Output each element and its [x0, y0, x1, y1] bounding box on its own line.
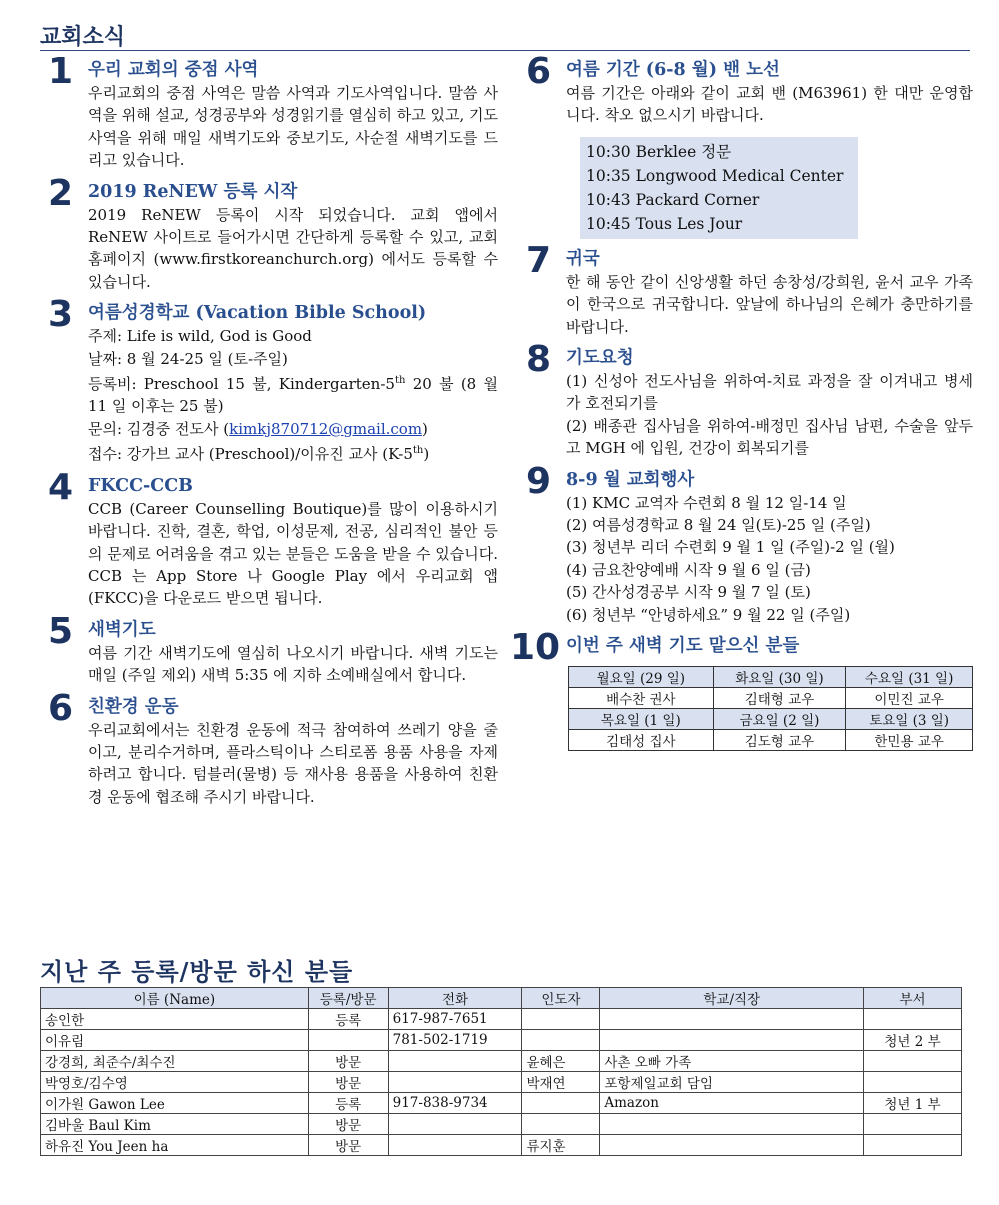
table-cell	[600, 1030, 864, 1051]
vbs-contact	[88, 418, 498, 440]
table-row	[41, 1114, 962, 1135]
visitors-table	[40, 987, 962, 1156]
table-row	[41, 1135, 962, 1156]
van-route-box	[580, 137, 858, 239]
section-vbs	[40, 294, 498, 465]
section-body: 2019 ReNEW 등록이 시작 되었습니다. 교회 앱에서 ReNEW 사이트로 들어가시면 간단하게 등록할 수 있고, 교회 홈페이지 (www.firstkoreanchurch.org) 에서도 등록할 수 있습니다.	[88, 205, 498, 291]
table-cell: 송인한	[41, 1009, 309, 1030]
table-cell	[388, 1051, 522, 1072]
table-cell	[864, 1135, 962, 1156]
section-renew	[40, 172, 498, 294]
table-row	[569, 688, 973, 709]
table-cell: 617-987-7651	[388, 1009, 522, 1030]
section-number: 1	[48, 51, 74, 92]
vbs-theme: 주제: Life is wild, God is Good	[88, 327, 312, 346]
event-item: (4) 금요찬양예배 시작 9 월 6 일 (금)	[566, 560, 811, 579]
route-stop: 10:43 Packard Corner	[586, 190, 760, 209]
section-body: 한 해 동안 같이 신앙생활 하던 송창성/강희원, 윤서 교우 가족이 한국으로 귀국합니다. 앞날에 하나님의 은혜가 충만하기를 바랍니다.	[566, 272, 973, 336]
table-cell: 방문	[308, 1135, 388, 1156]
table-cell	[864, 1051, 962, 1072]
section-title: FKCC-CCB	[88, 475, 193, 496]
page-title: 교회소식	[40, 25, 126, 50]
table-row	[41, 1030, 962, 1051]
column-header: 학교/직장	[600, 988, 864, 1009]
table-row	[569, 709, 973, 730]
section-title: 새벽기도	[88, 619, 156, 640]
section-ccb	[40, 466, 498, 610]
table-cell: 하유진 You Jeen ha	[41, 1135, 309, 1156]
table-cell: 김태형 교우	[713, 688, 846, 709]
table-cell: 류지훈	[522, 1135, 600, 1156]
table-cell: 등록	[308, 1093, 388, 1114]
vbs-fee	[88, 370, 498, 418]
table-cell: 방문	[308, 1114, 388, 1135]
vbs-fee-rest: 20 불 (8 월 11 일 이후는 25 불)	[88, 375, 498, 416]
table-cell: 목요일 (1 일)	[569, 709, 714, 730]
section-eco	[40, 687, 498, 809]
table-cell: 781-502-1719	[388, 1030, 522, 1051]
section-title: 우리 교회의 중점 사역	[88, 60, 259, 80]
column-header: 인도자	[522, 988, 600, 1009]
table-cell: 박재연	[522, 1072, 600, 1093]
section-events	[518, 460, 973, 626]
table-cell: 금요일 (2 일)	[713, 709, 846, 730]
section-title: 이번 주 새벽 기도 맡으신 분들	[566, 636, 800, 657]
table-cell	[600, 1135, 864, 1156]
table-cell	[600, 1114, 864, 1135]
section-prayer-request	[518, 339, 973, 460]
prayer-item: (1) 신성아 전도사님을 위하여-치료 과정을 잘 이겨내고 병세가 호전되기를	[566, 372, 973, 413]
vbs-reception-text: 접수: 강가브 교사 (Preschool)/이유진 교사 (K-5	[88, 445, 413, 464]
section-number: 10	[510, 627, 561, 669]
event-item: (6) 청년부 “안녕하세요” 9 월 22 일 (주일)	[566, 605, 851, 624]
table-cell: 등록	[308, 1009, 388, 1030]
vbs-fee-text: 등록비: Preschool 15 불, Kindergarten-5	[88, 375, 395, 394]
event-item: (2) 여름성경학교 8 월 24 일(토)-25 일 (주일)	[566, 516, 871, 535]
vbs-reception-end: )	[423, 445, 430, 464]
section-title: 8-9 월 교회행사	[566, 469, 695, 490]
vbs-fee-sup: th	[394, 375, 406, 387]
table-cell: 김도형 교우	[713, 730, 846, 751]
section-number: 7	[526, 239, 552, 281]
section-title: 여름 기간 (6-8 월) 밴 노선	[566, 60, 780, 80]
table-cell: 배수찬 권사	[569, 688, 714, 709]
section-number: 9	[526, 460, 552, 502]
table-cell: 포항제일교회 담임	[600, 1072, 864, 1093]
visitors-title: 지난 주 등록/방문 하신 분들	[40, 957, 354, 986]
section-body: CCB (Career Counselling Boutique)를 많이 이용하시기 바랍니다. 진학, 결혼, 학업, 이성문제, 전공, 심리적인 불안 등의 문제로 어려움을 겪고 있는 분들은 도움을 받을 수 있습니다. CCB 는 App Store 나 Google Play 에서 우리교회 앱 (FKCC)을 다운로드 받으면 됩니다.	[88, 499, 498, 608]
table-cell: 청년 1 부	[864, 1093, 962, 1114]
table-cell	[522, 1030, 600, 1051]
table-cell: 토요일 (3 일)	[846, 709, 973, 730]
event-item: (1) KMC 교역자 수련회 8 월 12 일-14 일	[566, 493, 847, 512]
prayer-item: (2) 배종관 집사님을 위하여-배정민 집사님 남편, 수술을 앞두고 MGH 에 입원, 건강이 회복되기를	[566, 416, 973, 458]
table-cell: 사촌 오빠 가족	[600, 1051, 864, 1072]
table-cell	[388, 1072, 522, 1093]
vbs-reception	[88, 440, 498, 465]
table-cell: 월요일 (29 일)	[569, 667, 714, 688]
table-cell: 917-838-9734	[388, 1093, 522, 1114]
section-return-home	[518, 239, 973, 338]
table-cell: 윤혜은	[522, 1051, 600, 1072]
route-stop: 10:35 Longwood Medical Center	[586, 166, 844, 185]
table-cell: 수요일 (31 일)	[846, 667, 973, 688]
table-row	[41, 1009, 962, 1030]
section-ministry	[40, 51, 498, 172]
section-title: 기도요청	[566, 348, 634, 369]
section-number: 3	[48, 294, 74, 336]
table-cell	[522, 1009, 600, 1030]
section-number: 8	[526, 339, 552, 381]
vbs-reception-sup: th	[412, 445, 424, 457]
vbs-contact-end: )	[422, 419, 428, 438]
section-title: 귀국	[566, 248, 600, 269]
route-stop: 10:30 Berklee 정문	[586, 142, 732, 161]
section-number: 6	[48, 687, 74, 729]
table-cell	[864, 1072, 962, 1093]
table-row	[41, 1072, 962, 1093]
section-title: 친환경 운동	[88, 696, 179, 717]
column-header: 부서	[864, 988, 962, 1009]
section-dawn-leaders	[510, 627, 973, 751]
table-cell	[308, 1030, 388, 1051]
section-body: 여름 기간 새벽기도에 열심히 나오시기 바랍니다. 새벽 기도는 매일 (주일 제외) 새벽 5:35 에 지하 소예배실에서 합니다.	[88, 643, 498, 685]
table-cell: 강경희, 최준수/최수진	[41, 1051, 309, 1072]
section-title: 여름성경학교 (Vacation Bible School)	[88, 303, 427, 324]
table-row	[569, 667, 973, 688]
section-number: 2	[48, 172, 74, 214]
table-cell: 김바울 Baul Kim	[41, 1114, 309, 1135]
news-header	[40, 18, 970, 51]
dawn-leaders-table	[568, 666, 973, 751]
table-cell	[522, 1114, 600, 1135]
event-item: (5) 간사성경공부 시작 9 월 7 일 (토)	[566, 583, 811, 602]
contact-email-link[interactable]: kimkj870712@gmail.com	[229, 419, 423, 438]
vbs-date: 날짜: 8 월 24-25 일 (토-주일)	[88, 349, 288, 368]
table-cell: Amazon	[600, 1093, 864, 1114]
table-cell: 화요일 (30 일)	[713, 667, 846, 688]
table-header-row	[41, 988, 962, 1009]
table-cell	[864, 1114, 962, 1135]
right-column	[510, 51, 973, 759]
section-body: 우리교회의 중점 사역은 말씀 사역과 기도사역입니다. 말씀 사역을 위해 설교, 성경공부와 성경읽기를 열심히 하고 있고, 기도 사역을 위해 매일 새벽기도와 중보기도, 사순절 새벽기도를 드리고 있습니다.	[88, 84, 498, 170]
table-cell: 이민진 교우	[846, 688, 973, 709]
section-body: 여름 기간은 아래와 같이 교회 밴 (M63961) 한 대만 운영합니다. 착오 없으시기 바랍니다.	[566, 84, 973, 125]
table-cell: 이가원 Gawon Lee	[41, 1093, 309, 1114]
table-cell	[864, 1009, 962, 1030]
vbs-contact-label: 문의: 김경중 전도사 (	[88, 419, 230, 438]
table-cell: 이유림	[41, 1030, 309, 1051]
table-cell	[522, 1093, 600, 1114]
table-row	[569, 730, 973, 751]
table-cell: 김태성 집사	[569, 730, 714, 751]
table-row	[41, 1093, 962, 1114]
section-number: 6	[526, 51, 552, 92]
table-cell: 박영호/김수영	[41, 1072, 309, 1093]
left-column	[40, 51, 498, 816]
section-van-route	[518, 51, 973, 239]
column-header: 등록/방문	[308, 988, 388, 1009]
section-title: 2019 ReNEW 등록 시작	[88, 181, 298, 202]
table-cell: 청년 2 부	[864, 1030, 962, 1051]
table-cell: 방문	[308, 1072, 388, 1093]
table-row	[41, 1051, 962, 1072]
section-dawn-prayer	[40, 610, 498, 687]
section-body: 우리교회에서는 친환경 운동에 적극 참여하여 쓰레기 양을 줄이고, 분리수거하며, 플라스틱이나 스티로폼 용품 사용을 자제하려고 합니다. 텀블러(물병) 등 재사용 용품을 사용하여 친환경 운동에 협조해 주시기 바랍니다.	[88, 720, 498, 806]
section-number: 5	[48, 610, 74, 652]
column-header: 전화	[388, 988, 522, 1009]
column-header: 이름 (Name)	[41, 988, 309, 1009]
table-cell	[388, 1135, 522, 1156]
table-cell: 방문	[308, 1051, 388, 1072]
table-cell	[388, 1114, 522, 1135]
section-number: 4	[48, 466, 74, 508]
route-stop: 10:45 Tous Les Jour	[586, 214, 743, 233]
table-cell	[600, 1009, 864, 1030]
table-cell: 한민용 교우	[846, 730, 973, 751]
event-item: (3) 청년부 리더 수련회 9 월 1 일 (주일)-2 일 (월)	[566, 538, 895, 557]
